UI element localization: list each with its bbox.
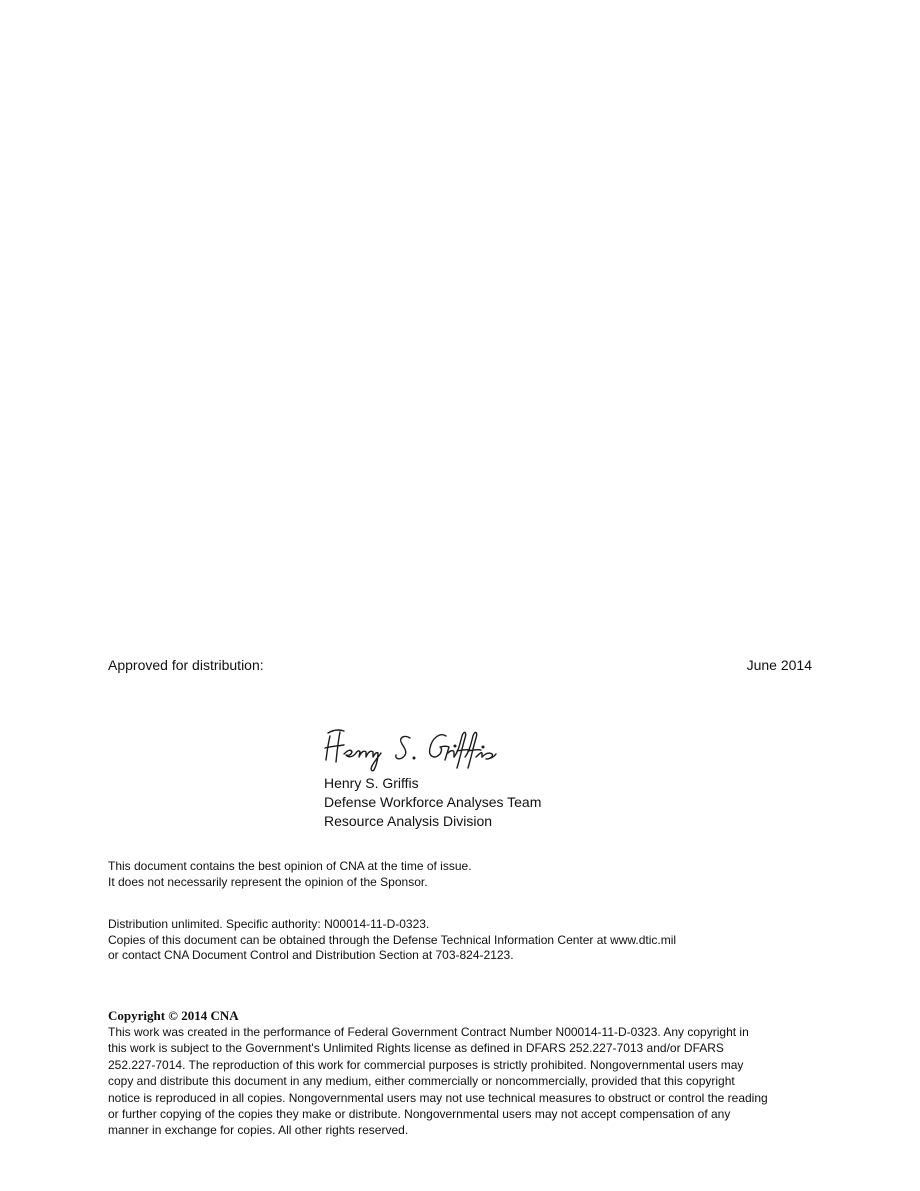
copyright-line: or further copying of the copies they make or distribute. Nongovernmental users may not accept compensation of any	[108, 1107, 731, 1122]
signer-name: Henry S. Griffis	[324, 775, 419, 791]
copyright-title: Copyright © 2014 CNA	[108, 1008, 239, 1023]
copyright-line: notice is reproduced in all copies. Nongovernmental users may not use technical measures to obstruct or control the reading	[108, 1090, 768, 1105]
copyright-line: 252.227-7014. The reproduction of this work for commercial purposes is strictly prohibited. Nongovernmental users may	[108, 1057, 744, 1072]
signer-team: Defense Workforce Analyses Team	[324, 794, 542, 810]
copyright-body	[108, 1024, 820, 1139]
copyright-notice	[108, 1008, 820, 1139]
signature-block	[324, 724, 624, 831]
opinion-line: It does not necessarily represent the opinion of the Sponsor.	[108, 874, 428, 889]
copyright-line: This work was created in the performance of Federal Government Contract Number N00014-11-D-0323. Any copyright in	[108, 1025, 749, 1039]
approval-label: Approved for distribution:	[108, 657, 264, 673]
distribution-line: Distribution unlimited. Specific authority: N00014-11-D-0323.	[108, 917, 430, 931]
distribution-statement	[108, 917, 676, 964]
opinion-line: This document contains the best opinion of CNA at the time of issue.	[108, 859, 472, 873]
handwritten-signature	[324, 724, 554, 772]
copyright-line: manner in exchange for copies. All other rights reserved.	[108, 1123, 409, 1138]
opinion-disclaimer	[108, 859, 472, 890]
signer-division: Resource Analysis Division	[324, 813, 493, 829]
copyright-line: copy and distribute this document in any medium, either commercially or noncommercially, provided that this copyright	[108, 1074, 735, 1089]
approval-date: June 2014	[746, 657, 812, 673]
distribution-line: Copies of this document can be obtained through the Defense Technical Information Center at www.dtic.mil	[108, 932, 677, 947]
approval-row	[108, 656, 812, 674]
signer-details	[324, 774, 624, 831]
distribution-line: or contact CNA Document Control and Distribution Section at 703-824-2123.	[108, 948, 514, 962]
copyright-line: this work is subject to the Government's Unlimited Rights license as defined in DFARS 252.227-7013 and/or DFARS	[108, 1041, 724, 1056]
